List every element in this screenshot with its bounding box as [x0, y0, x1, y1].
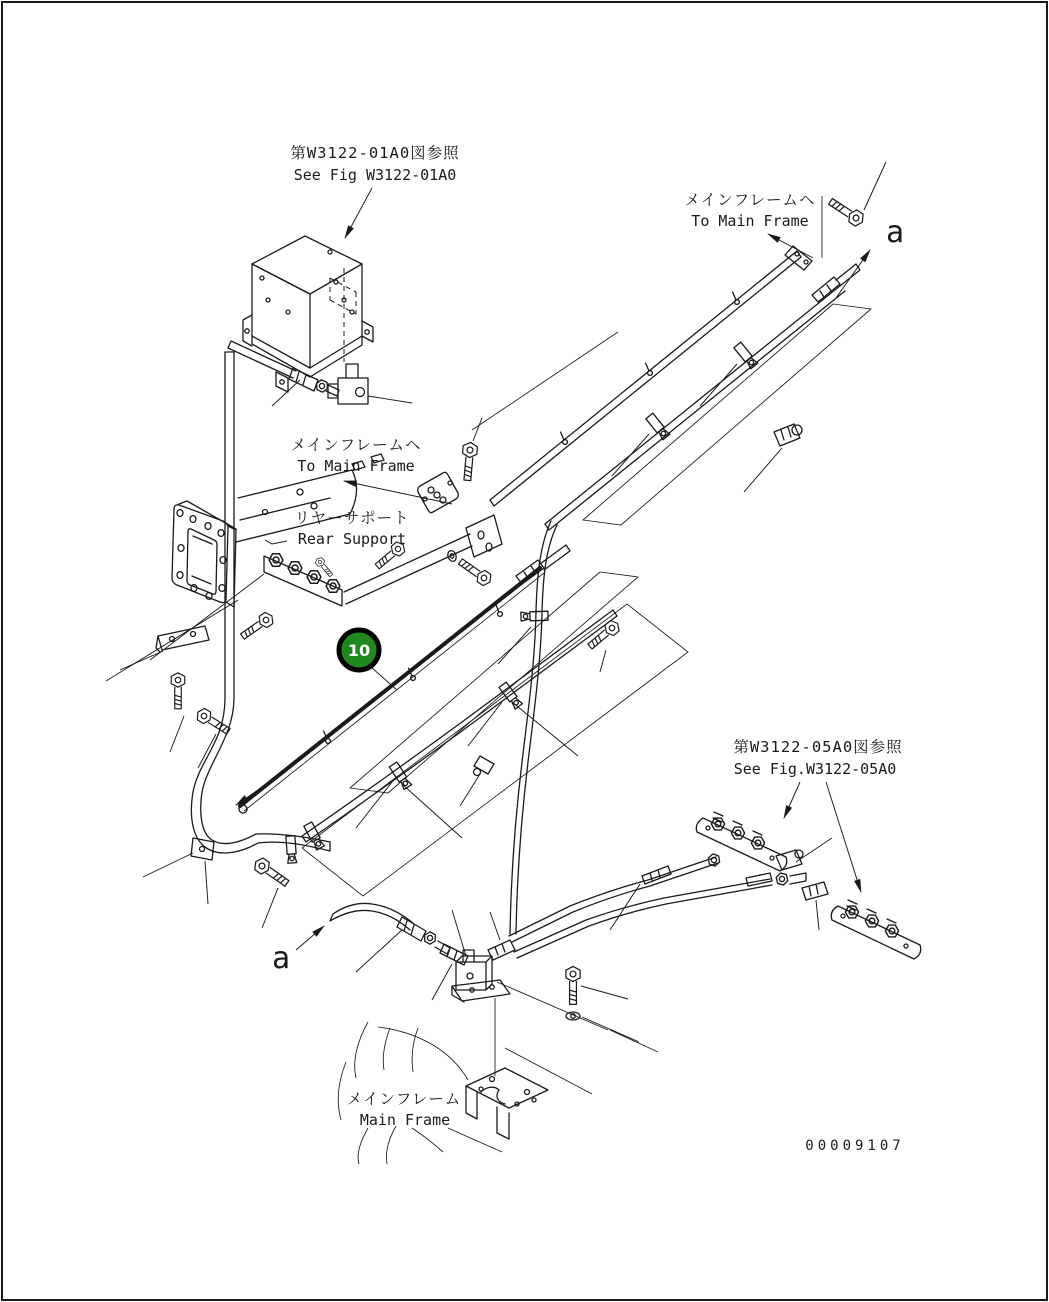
marker-a-bottom-text: a: [272, 941, 291, 976]
manifold-block-b: [831, 900, 921, 959]
elbow-center: [460, 756, 494, 806]
upper-tube-assembly: [472, 196, 871, 530]
main-frame-jp: メインフレーム: [346, 1090, 462, 1108]
doc-number: 00009107: [805, 1138, 905, 1154]
drop-hose-center: [498, 521, 557, 934]
vertical-tube-left: [143, 352, 330, 904]
ref-top-jp: 第W3122-01A0図参照: [290, 144, 460, 162]
hose-top-left: [228, 341, 339, 406]
label-to-main-frame-mid: [290, 436, 452, 504]
to-main-frame-top-en: To Main Frame: [691, 212, 809, 230]
adapter-below-manifolds: [802, 882, 828, 930]
elbow-right: [744, 424, 802, 492]
manifold-block-a: [696, 812, 787, 871]
ref-bottom-jp: 第W3122-05A0図参照: [733, 738, 903, 756]
saddle-bracket: [448, 982, 658, 1152]
rear-support-jp: リヤーサポート: [294, 509, 410, 527]
ref-bottom-en: See Fig.W3122-05A0: [733, 760, 897, 778]
label-rear-support: [265, 509, 410, 548]
block-fitting: [452, 910, 510, 1076]
balloon-10-number: 10: [347, 641, 371, 660]
hoses-to-manifolds: [509, 853, 806, 958]
marker-a-bottom: [272, 926, 324, 976]
flange-plate: [172, 501, 236, 607]
bolt-washer-bottom: [566, 966, 639, 1042]
main-frame-outline: [338, 1022, 468, 1164]
lower-tube-assembly: [236, 545, 688, 896]
elbow-between-manifolds: [776, 838, 832, 870]
hose-bottom-left: [330, 903, 450, 972]
cover-box: [243, 236, 373, 392]
spacer-plate: [418, 418, 494, 588]
to-main-frame-mid-en: To Main Frame: [297, 457, 415, 475]
main-frame-en: Main Frame: [359, 1111, 451, 1129]
marker-a-top: [836, 215, 904, 298]
ref-top-en: See Fig W3122-01A0: [293, 166, 457, 184]
elbow-fitting-under-box: [328, 364, 412, 404]
balloon-10[interactable]: [339, 630, 397, 690]
to-main-frame-mid-jp: メインフレームヘ: [290, 436, 422, 454]
mount-bracket-left: [120, 610, 276, 768]
label-ref-bottom: [733, 738, 902, 892]
label-ref-top: [290, 144, 459, 238]
marker-a-top-text: a: [886, 215, 905, 250]
bolt-bottom-left: [252, 856, 291, 928]
to-main-frame-top-jp: メインフレームヘ: [684, 191, 816, 209]
rear-support-en: Rear Support: [297, 530, 407, 548]
bolt-top-right: [827, 162, 886, 228]
